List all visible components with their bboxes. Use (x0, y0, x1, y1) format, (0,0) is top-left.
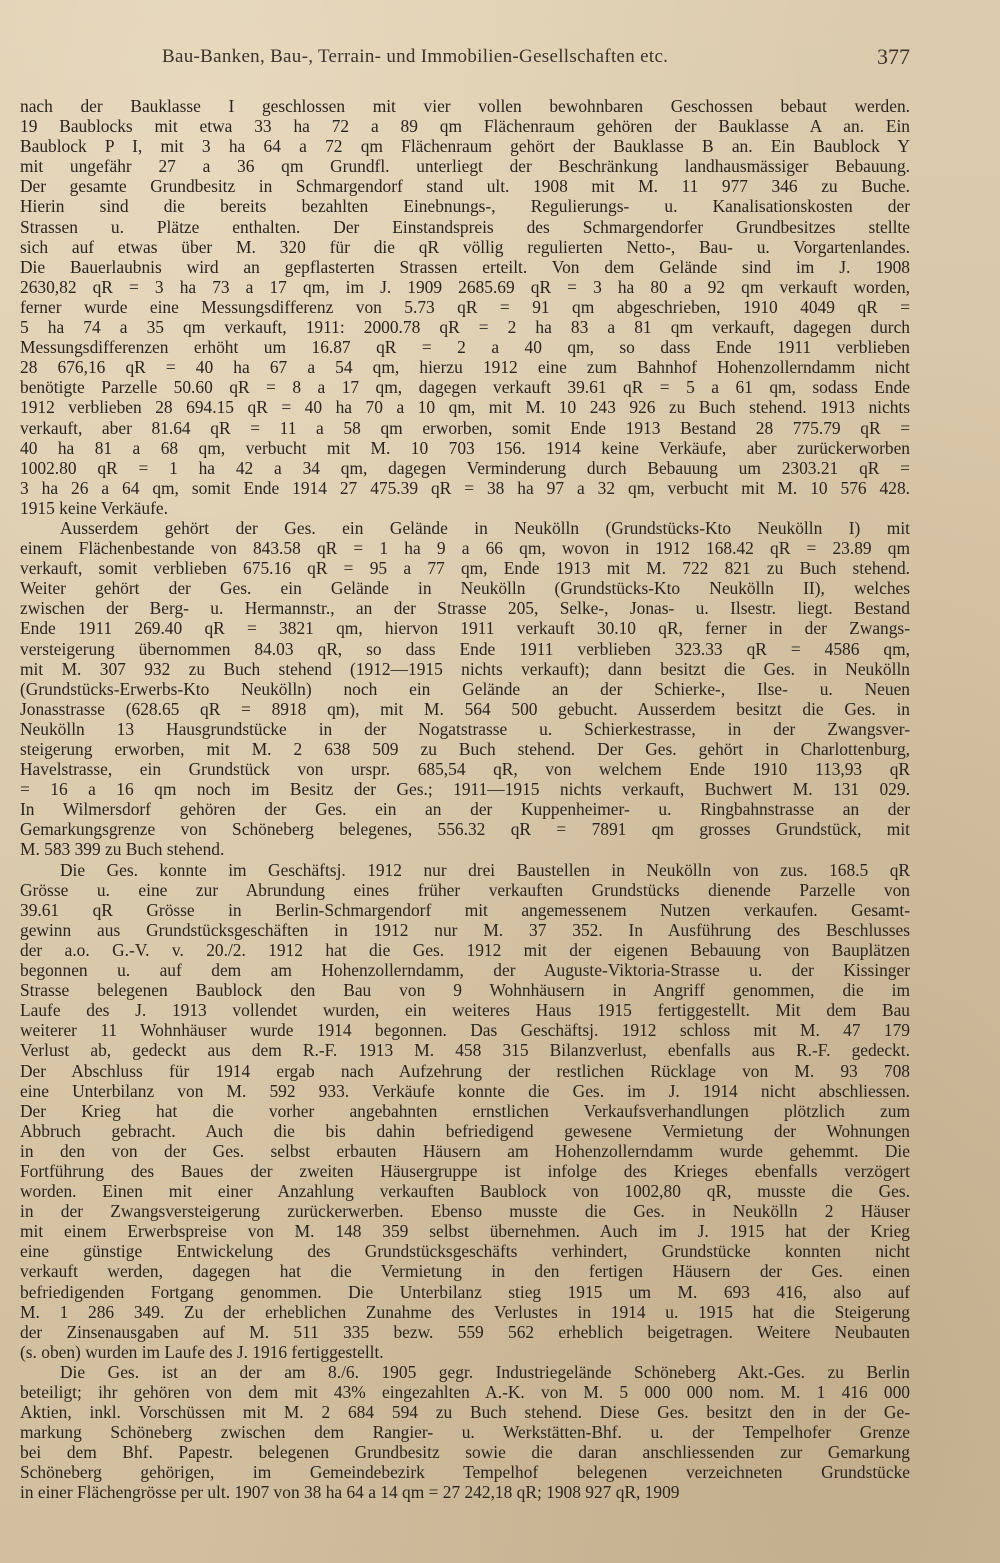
text-line: Aktien, inkl. Vorschüssen mit M. 2 684 594 zu Buch stehend. Diese Ges. besitzt den in der Ge- (20, 1402, 910, 1423)
text-line: Die Ges. ist an der am 8./6. 1905 gegr. Industriegelände Schöneberg Akt.-Ges. zu Berlin (60, 1361, 910, 1382)
text-line: versteigerung übernommen 84.03 qR, so dass Ende 1911 verblieben 323.33 qR = 4586 qm, (20, 638, 910, 659)
paragraph (20, 1362, 910, 1503)
text-line: nach der Bauklasse I geschlossen mit vier vollen bewohnbaren Geschossen bebaut werden. (20, 96, 910, 116)
running-title: Bau-Banken, Bau-, Terrain- und Immobilien-Gesellschaften etc. (162, 46, 669, 67)
text-line: 40 ha 81 a 68 qm, verbucht mit M. 10 703 156. 1914 keine Verkäufe, aber zurückerworben (20, 437, 910, 458)
text-line: Havelstrasse, ein Grundstück von urspr. 685,54 qR, von welchem Ende 1910 113,93 qR (20, 759, 910, 780)
text-line: mit einem Erwerbspreise von M. 148 359 selbst übernehmen. Auch im J. 1915 hat der Krieg (20, 1221, 910, 1242)
text-line: Grösse u. eine zur Abrundung eines früher verkauften Grundstücks dienende Parzelle von (20, 879, 910, 900)
text-line: (Grundstücks-Erwerbs-Kto Neukölln) noch ein Gelände an der Schierke-, Ilse- u. Neuen (20, 678, 910, 699)
text-line: Strasse belegenen Baublock den Bau von 9 Wohnhäusern in Angriff genommen, die im (20, 980, 910, 1001)
text-line: in der Zwangsversteigerung zurückerwerben. Ebenso musste die Ges. in Neukölln 2 Häuser (20, 1201, 910, 1222)
text-line: mit ungefähr 27 a 36 qm Grundfl. unterliegt der Beschränkung landhausmässiger Bebauung. (20, 156, 910, 177)
text-line: 39.61 qR Grösse in Berlin-Schmargendorf mit angemessenem Nutzen verkaufen. Gesamt- (20, 899, 910, 920)
text-line: Verlust ab, gedeckt aus dem R.-F. 1913 M. 458 315 Bilanzverlust, ebenfalls aus R.-F. gedeckt. (20, 1040, 910, 1061)
text-line: verkauft, somit verblieben 675.16 qR = 95 a 77 qm, Ende 1913 mit M. 722 821 zu Buch stehend. (20, 558, 910, 579)
text-line: beteiligt; ihr gehören von dem mit 43% eingezahlten A.-K. von M. 5 000 000 nom. M. 1 416 000 (20, 1382, 910, 1402)
text-line: steigerung erworben, mit M. 2 638 509 zu Buch stehend. Der Ges. gehört in Charlottenburg, (20, 739, 910, 759)
text-line: in einer Flächengrösse per ult. 1907 von 38 ha 64 a 14 qm = 27 242,18 qR; 1908 927 qR, 1909 (20, 1482, 680, 1503)
text-line: M. 583 399 zu Buch stehend. (20, 839, 225, 860)
text-line: gewinn aus Grundstücksgeschäften in 1912 nur M. 37 352. In Ausführung des Beschlusses (20, 919, 910, 940)
text-line: Strassen u. Plätze enthalten. Der Einstandspreis des Schmargendorfer Grundbesitzes stellte (20, 216, 910, 237)
text-line: mit M. 307 932 zu Buch stehend (1912—1915 nichts verkauft); dann besitzt die Ges. in Neukölln (20, 658, 910, 679)
text-line: zwischen der Berg- u. Hermannstr., an der Strasse 205, Selke-, Jonas- u. Ilsestr. liegt. Bestand (20, 598, 910, 619)
text-line: eine Unterbilanz von M. 592 933. Verkäufe konnte die Ges. im J. 1914 nicht abschliessen. (20, 1080, 910, 1101)
page-number: 377 (877, 44, 910, 69)
text-line: Schöneberg gehörigen, im Gemeindebezirk Tempelhof belegenen verzeichneten Grundstücke (20, 1462, 910, 1483)
text-line: (s. oben) wurden im Laufe des J. 1916 fertiggestellt. (20, 1341, 384, 1362)
text-line: Der gesamte Grundbesitz in Schmargendorf stand ult. 1908 mit M. 11 977 346 zu Buche. (20, 176, 910, 197)
text-line: M. 1 286 349. Zu der erheblichen Zunahme des Verlustes in 1914 u. 1915 hat die Steigerung (20, 1301, 910, 1322)
text-line: bei dem Bhf. Papestr. belegenen Grundbesitz sowie die daran anschliessenden zur Gemarkung (20, 1442, 910, 1463)
text-line: 19 Baublocks mit etwa 33 ha 72 a 89 qm Flächenraum gehören der Bauklasse A an. Ein (20, 116, 910, 137)
text-line: 5 ha 74 a 35 qm verkauft, 1911: 2000.78 qR = 2 ha 83 a 81 qm verkauft, dagegen durch (20, 317, 910, 338)
text-line: 2630,82 qR = 3 ha 73 a 17 qm, im J. 1909 2685.69 qR = 3 ha 80 a 92 qm verkauft worden, (20, 276, 910, 297)
paragraph (20, 96, 910, 518)
text-line: markung Schöneberg zwischen dem Rangier- u. Werkstätten-Bhf. u. der Tempelhofer Grenze (20, 1422, 910, 1443)
text-line: Fortführung des Baues der zweiten Häusergruppe ist infolge des Krieges ebenfalls verzögert (20, 1160, 910, 1181)
text-line: befriedigenden Fortgang genommen. Die Unterbilanz stieg 1915 um M. 693 416, also auf (20, 1281, 910, 1302)
text-line: Laufe des J. 1913 vollendet wurden, ein weiteres Haus 1915 fertiggestellt. Mit dem Bau (20, 1000, 910, 1021)
text-line: Ende 1911 269.40 qR = 3821 qm, hiervon 1911 verkauft 30.10 qR, ferner in der Zwangs- (20, 618, 910, 639)
body-text (20, 96, 910, 1503)
text-line: Jonasstrasse (628.65 qR = 8918 qm), mit M. 564 500 gebucht. Ausserdem besitzt die Ges. in (20, 698, 910, 719)
text-line: 1912 verblieben 28 694.15 qR = 40 ha 70 a 10 qm, mit M. 10 243 926 zu Buch stehend. 1913 nichts (20, 397, 910, 418)
text-line: In Wilmersdorf gehören der Ges. ein an der Kuppenheimer- u. Ringbahnstrasse an der (20, 799, 910, 820)
text-line: begonnen u. auf dem am Hohenzollerndamm, der Auguste-Viktoria-Strasse u. der Kissinger (20, 960, 910, 981)
text-line: der a.o. G.-V. v. 20./2. 1912 hat die Ges. 1912 mit der eigenen Bebauung von Bauplätzen (20, 939, 910, 960)
paragraph (20, 518, 910, 860)
text-line: einem Flächenbestande von 843.58 qR = 1 ha 9 a 66 qm, wovon in 1912 168.42 qR = 23.89 qm (20, 538, 910, 559)
text-line: Abbruch gebracht. Auch die bis dahin befriedigend gewesene Vermietung der Wohnungen (20, 1120, 910, 1141)
text-line: Messungsdifferenzen erhöht um 16.87 qR = 2 a 40 qm, so dass Ende 1911 verblieben (20, 337, 910, 358)
text-line: in den von der Ges. selbst erbauten Häusern am Hohenzollerndamm wurde gehemmt. Die (20, 1140, 910, 1161)
text-line: Gemarkungsgrenze von Schöneberg belegenes, 556.32 qR = 7891 qm grosses Grundstück, mit (20, 819, 910, 840)
text-line: Die Ges. konnte im Geschäftsj. 1912 nur drei Baustellen in Neukölln von zus. 168.5 qR (60, 859, 910, 880)
text-line: benötigte Parzelle 50.60 qR = 8 a 17 qm, dagegen verkauft 39.61 qR = 5 a 61 qm, sodass Ende (20, 377, 910, 398)
text-line: Ausserdem gehört der Ges. ein Gelände in Neukölln (Grundstücks-Kto Neukölln I) mit (60, 517, 910, 538)
text-line: der Zinsenausgaben auf M. 511 335 bezw. 559 562 erheblich beigetragen. Weitere Neubauten (20, 1321, 910, 1342)
text-line: = 16 a 16 qm noch im Besitz der Ges.; 1911—1915 nichts verkauft, Buchwert M. 131 029. (20, 779, 910, 800)
text-line: worden. Einen mit einer Anzahlung verkauften Baublock von 1002,80 qR, musste die Ges. (20, 1181, 910, 1202)
text-line: eine günstige Entwickelung des Grundstücksgeschäfts verhindert, Grundstücke konnten nicht (20, 1241, 910, 1262)
text-line: verkauft, aber 81.64 qR = 11 a 58 qm erworben, somit Ende 1913 Bestand 28 775.79 qR = (20, 417, 910, 438)
text-line: Die Bauerlaubnis wird an gepflasterten Strassen erteilt. Von dem Gelände sind im J. 1908 (20, 256, 910, 277)
paragraph (20, 860, 910, 1362)
text-line: 1915 keine Verkäufe. (20, 497, 168, 518)
text-line: Der Krieg hat die vorher angebahnten ernstlichen Verkaufsverhandlungen plötzlich zum (20, 1100, 910, 1121)
running-header (20, 44, 910, 74)
text-line: sich auf etwas über M. 320 für die qR völlig regulierten Netto-, Bau- u. Vorgartenlandes. (20, 236, 910, 257)
text-line: verkauft werden, dagegen hat die Vermietung in den fertigen Häusern der Ges. einen (20, 1261, 910, 1282)
text-line: 28 676,16 qR = 40 ha 67 a 54 qm, hierzu 1912 eine zum Bahnhof Hohenzollerndamm nicht (20, 357, 910, 378)
text-line: Baublock P I, mit 3 ha 64 a 72 qm Flächenraum gehört der Bauklasse B an. Ein Baublock Y (20, 136, 910, 157)
text-line: Weiter gehört der Ges. ein Gelände in Neukölln (Grundstücks-Kto Neukölln II), welches (20, 578, 910, 599)
text-line: 1002.80 qR = 1 ha 42 a 34 qm, dagegen Verminderung durch Bebauung um 2303.21 qR = (20, 457, 910, 478)
text-line: Der Abschluss für 1914 ergab nach Aufzehrung der restlichen Rücklage von M. 93 708 (20, 1060, 910, 1081)
text-line: Hierin sind die bereits bezahlten Einebnungs-, Regulierungs- u. Kanalisationskosten der (20, 196, 910, 217)
text-line: ferner wurde eine Messungsdifferenz von 5.73 qR = 91 qm abgeschrieben, 1910 4049 qR = (20, 296, 910, 317)
text-line: weiterer 11 Wohnhäuser wurde 1914 begonnen. Das Geschäftsj. 1912 schloss mit M. 47 179 (20, 1020, 910, 1041)
text-line: 3 ha 26 a 64 qm, somit Ende 1914 27 475.39 qR = 38 ha 97 a 32 qm, verbucht mit M. 10 576 428. (20, 477, 910, 498)
text-line: Neukölln 13 Hausgrundstücke in der Nogatstrasse u. Schierkestrasse, in der Zwangsver- (20, 718, 910, 739)
